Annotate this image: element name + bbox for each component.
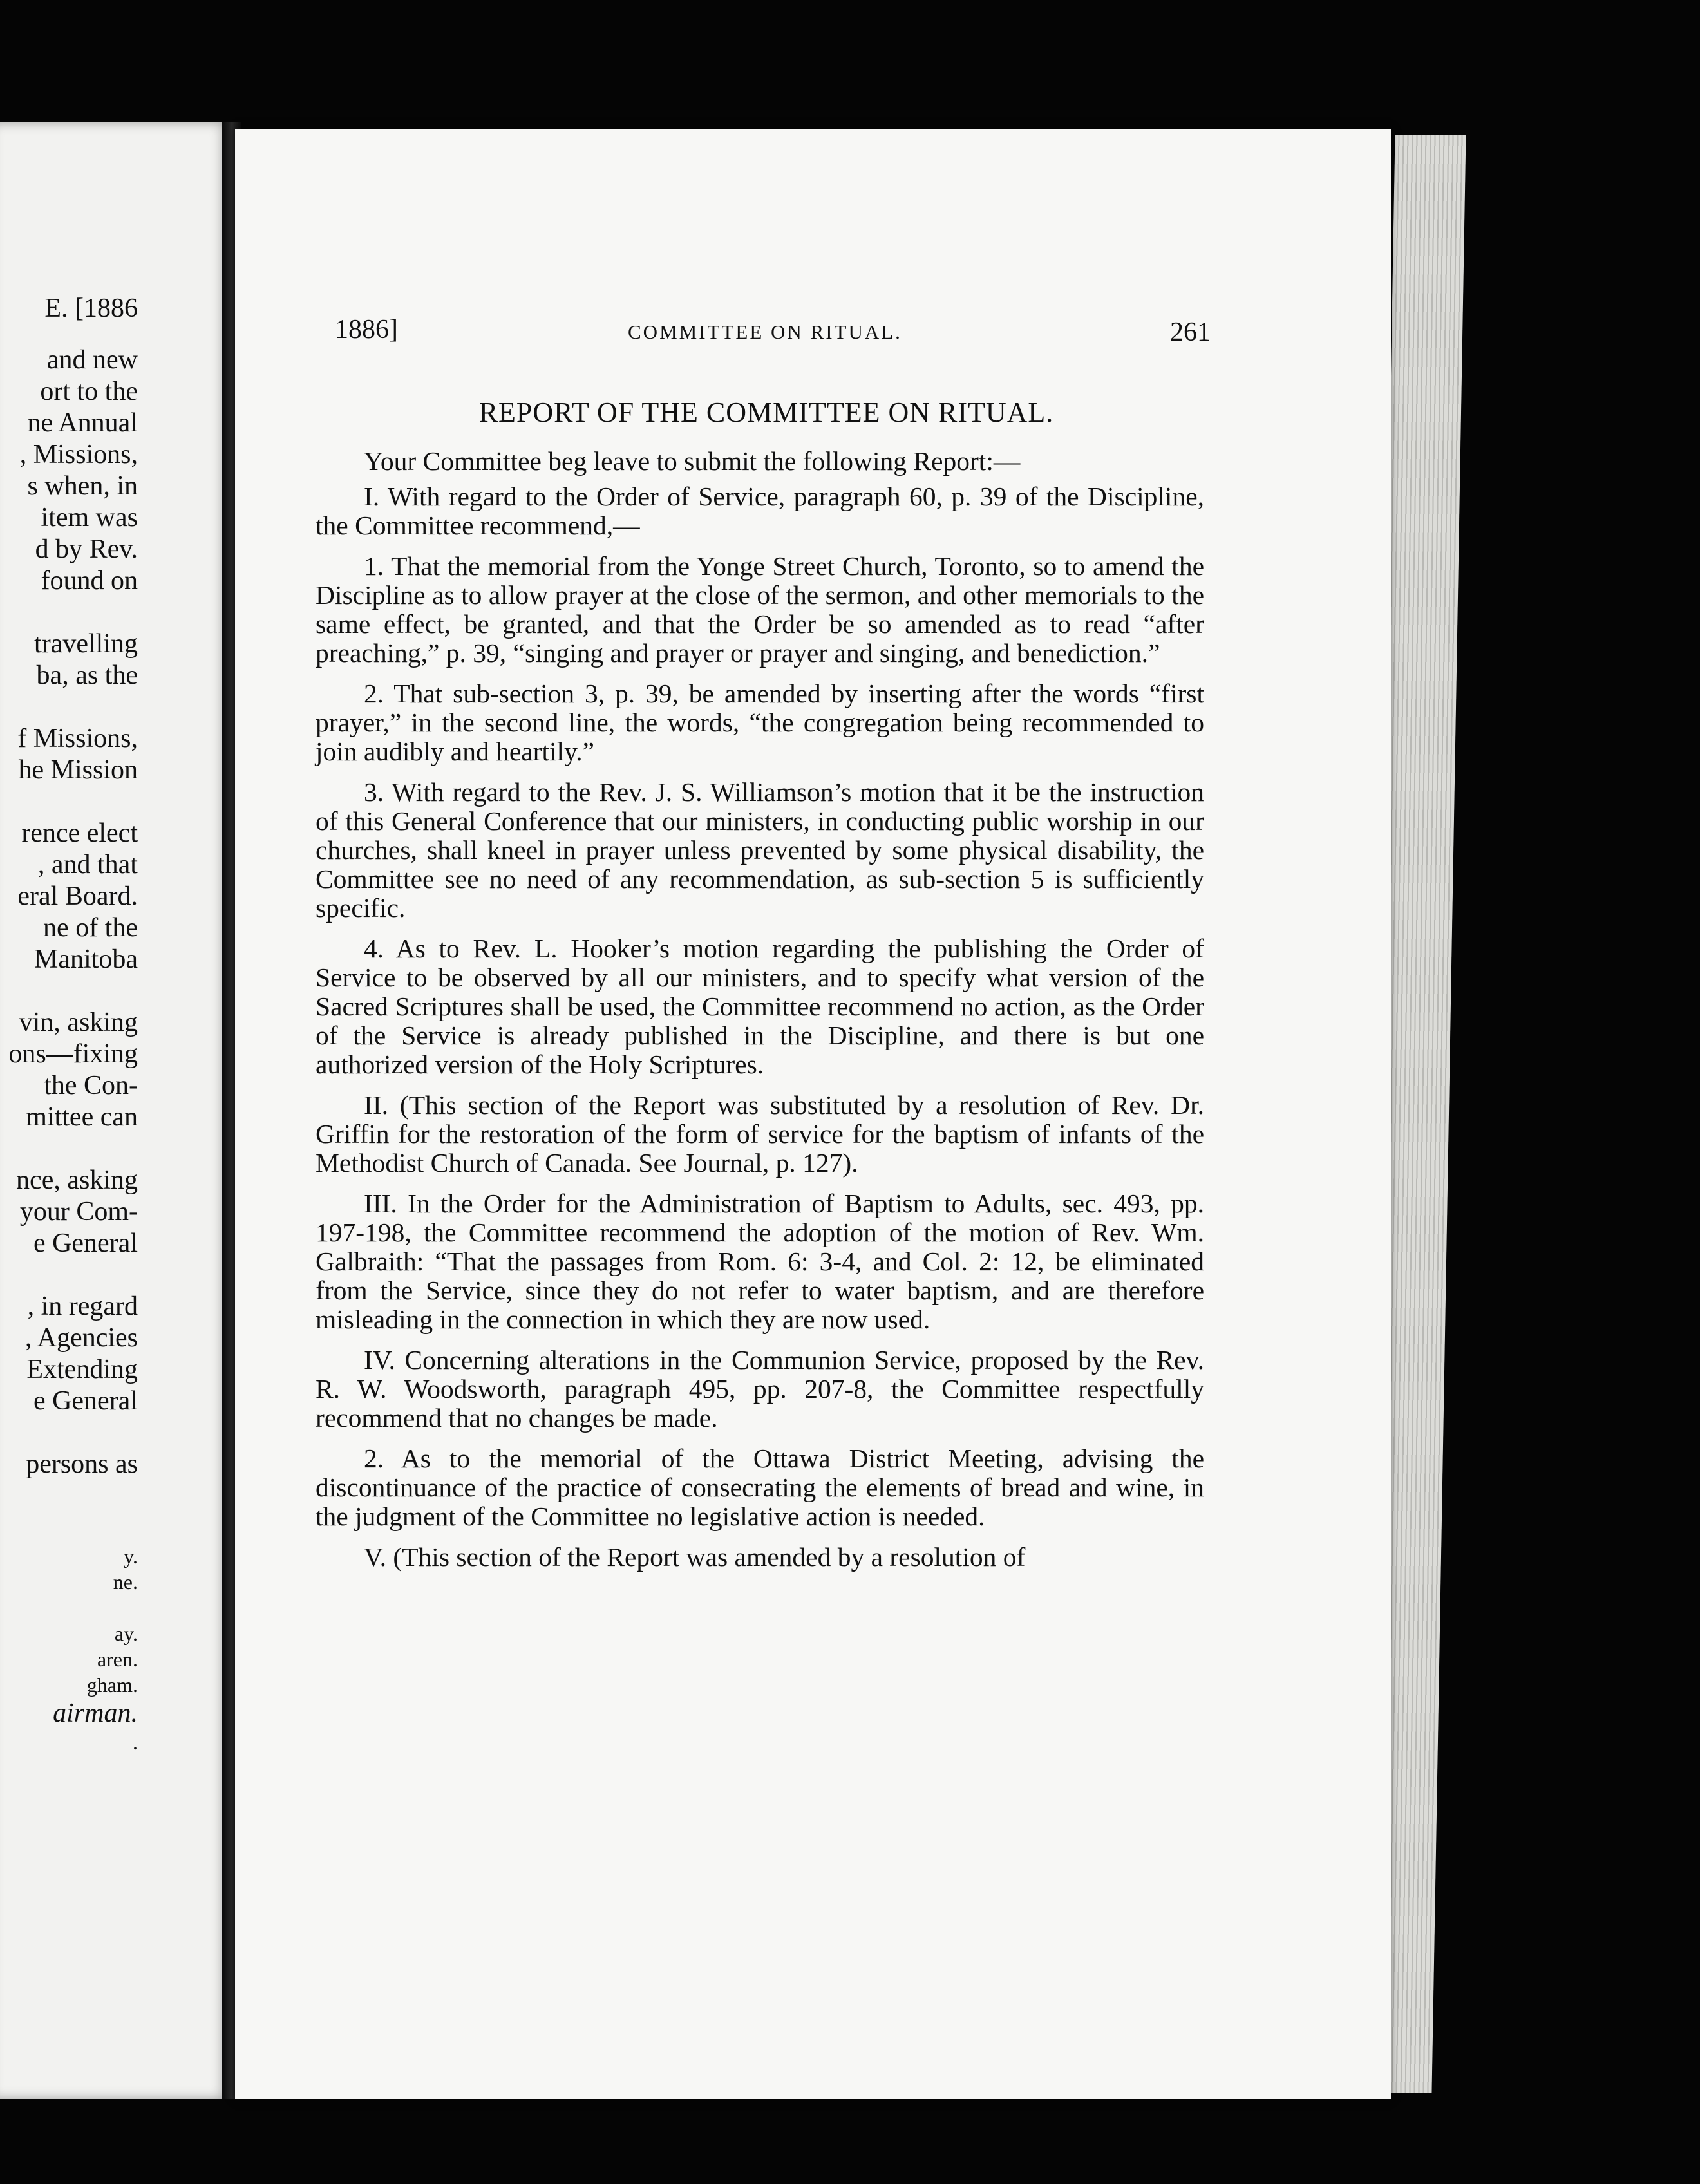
page-number: 261 bbox=[1170, 317, 1211, 347]
report-paragraph: 3. With regard to the Rev. J. S. Williamson’s motion that it be the instruction of this General Conference that our ministers, in conducting public worship in our churches, shall kneel in prayer unless prevented by some physical disability, the Committee see no need of any recommendation, as sub-section 5 is sufficiently specific. bbox=[316, 777, 1204, 923]
left-page-line bbox=[0, 1417, 138, 1449]
left-page-line: e General bbox=[33, 1228, 138, 1258]
left-page-line: ne Annual bbox=[27, 408, 138, 438]
left-page-line: nce, asking bbox=[16, 1165, 138, 1195]
left-page-line: e General bbox=[33, 1386, 138, 1416]
report-paragraph: II. (This section of the Report was substituted by a resolution of Rev. Dr. Griffin for the restoration of the form of service for the baptism of infants of the Methodist Church of Canada. See Journal, p. 127). bbox=[316, 1090, 1204, 1178]
left-page-line: he Mission bbox=[18, 755, 138, 785]
left-page-line bbox=[0, 1595, 138, 1621]
report-paragraph: IV. Concerning alterations in the Communion Service, proposed by the Rev. R. W. Woodsworth, paragraph 495, pp. 207-8, the Committee respectfully recommend that no changes be made. bbox=[316, 1345, 1204, 1433]
left-page-line: the Con- bbox=[44, 1071, 138, 1100]
report-paragraph: Your Committee beg leave to submit the following Report:— bbox=[364, 446, 1021, 476]
left-page bbox=[0, 122, 232, 2099]
left-page-line: Extending bbox=[26, 1355, 138, 1384]
left-page-line: ne of the bbox=[43, 913, 138, 943]
report-paragraphs bbox=[316, 447, 1204, 1572]
report-paragraph: 2. That sub-section 3, p. 39, be amended by inserting after the words “first prayer,” in the second line, the words, “the congregation being recommended to join audibly and heartily.” bbox=[316, 679, 1204, 766]
left-page-line bbox=[0, 1480, 138, 1512]
left-page-line: Manitoba bbox=[34, 945, 138, 974]
left-page-line bbox=[0, 1133, 138, 1165]
left-page-line: f Missions, bbox=[17, 724, 138, 753]
left-page-line: , Missions, bbox=[19, 440, 138, 469]
left-page-line: your Com- bbox=[19, 1197, 138, 1227]
left-page-line: and new bbox=[46, 345, 138, 375]
left-page-line: , Agencies bbox=[25, 1323, 138, 1353]
left-page-line: , and that bbox=[37, 850, 138, 880]
left-page-line: item was bbox=[41, 503, 138, 532]
left-page-line: ort to the bbox=[40, 377, 138, 406]
report-paragraph: 4. As to Rev. L. Hooker’s motion regarding the publishing the Order of Service to be observed by all our ministers, and to specify what version of the Sacred Scriptures shall be used, the Committee recommend no action, as the Order of the Service is already published in the Discipline, and there is but one authorized version of the Holy Scriptures. bbox=[316, 934, 1204, 1079]
report-paragraph: V. (This section of the Report was amended by a resolution of bbox=[364, 1542, 1026, 1572]
left-page-line: ons—fixing bbox=[8, 1039, 138, 1069]
left-page-line: ay. bbox=[114, 1622, 138, 1645]
left-page-header: E. [1886 bbox=[44, 294, 138, 323]
left-page-line bbox=[0, 786, 138, 818]
left-page-line: travelling bbox=[34, 629, 138, 659]
report-paragraph: 2. As to the memorial of the Ottawa District Meeting, advising the discontinuance of the practice of consecrating the elements of bread and wine, in the judgment of the Committee no legislative action is needed. bbox=[316, 1444, 1204, 1531]
report-title: REPORT OF THE COMMITTEE ON RITUAL. bbox=[478, 397, 1054, 428]
left-page-line: aren. bbox=[97, 1648, 138, 1671]
report-paragraph: I. With regard to the Order of Service, paragraph 60, p. 39 of the Discipline, the Committee recommend,— bbox=[316, 482, 1204, 540]
report-paragraph: 1. That the memorial from the Yonge Street Church, Toronto, so to amend the Discipline as to allow prayer at the close of the sermon, and other memorials to the same effect, be granted, and that the Order be so amended as to read “after preaching,” p. 39, “singing and prayer or prayer and singing, and benediction.” bbox=[316, 551, 1204, 668]
left-page-line: d by Rev. bbox=[35, 534, 138, 564]
left-page-line bbox=[0, 975, 138, 1007]
left-page-line: s when, in bbox=[27, 471, 138, 501]
left-page-line: airman. bbox=[53, 1699, 138, 1728]
left-page-line: ba, as the bbox=[36, 661, 138, 690]
left-page-line: vin, asking bbox=[19, 1008, 138, 1037]
left-page-line: rence elect bbox=[21, 818, 138, 848]
left-page-line: persons as bbox=[26, 1449, 138, 1479]
left-page-line bbox=[0, 692, 138, 723]
running-head-title: COMMITTEE ON RITUAL. bbox=[628, 321, 902, 343]
running-head-year: 1886] bbox=[335, 315, 398, 344]
left-page-line: found on bbox=[41, 566, 138, 596]
left-page-line: y. bbox=[124, 1545, 138, 1568]
left-page-line bbox=[0, 1259, 138, 1291]
left-page-line: mittee can bbox=[26, 1102, 138, 1132]
left-page-line: gham. bbox=[86, 1673, 138, 1697]
report-paragraph: III. In the Order for the Administration of Baptism to Adults, sec. 493, pp. 197-198, the Committee recommend the adoption of the motion of Rev. Wm. Galbraith: “That the passages from Rom. 6: 3-4, and Col. 2: 12, be eliminated from the Service, since they do not refer to water baptism, and are therefore misleading in the connection in which they are now used. bbox=[316, 1189, 1204, 1334]
left-page-line bbox=[0, 597, 138, 628]
left-page-line bbox=[0, 1512, 138, 1543]
left-page-line: ne. bbox=[113, 1570, 138, 1594]
left-page-text bbox=[0, 344, 138, 1755]
left-page-line: eral Board. bbox=[17, 881, 138, 911]
left-page-line: . bbox=[133, 1731, 138, 1754]
running-head bbox=[335, 314, 1211, 353]
report-content bbox=[316, 396, 1204, 1583]
left-page-line: , in regard bbox=[27, 1292, 138, 1321]
